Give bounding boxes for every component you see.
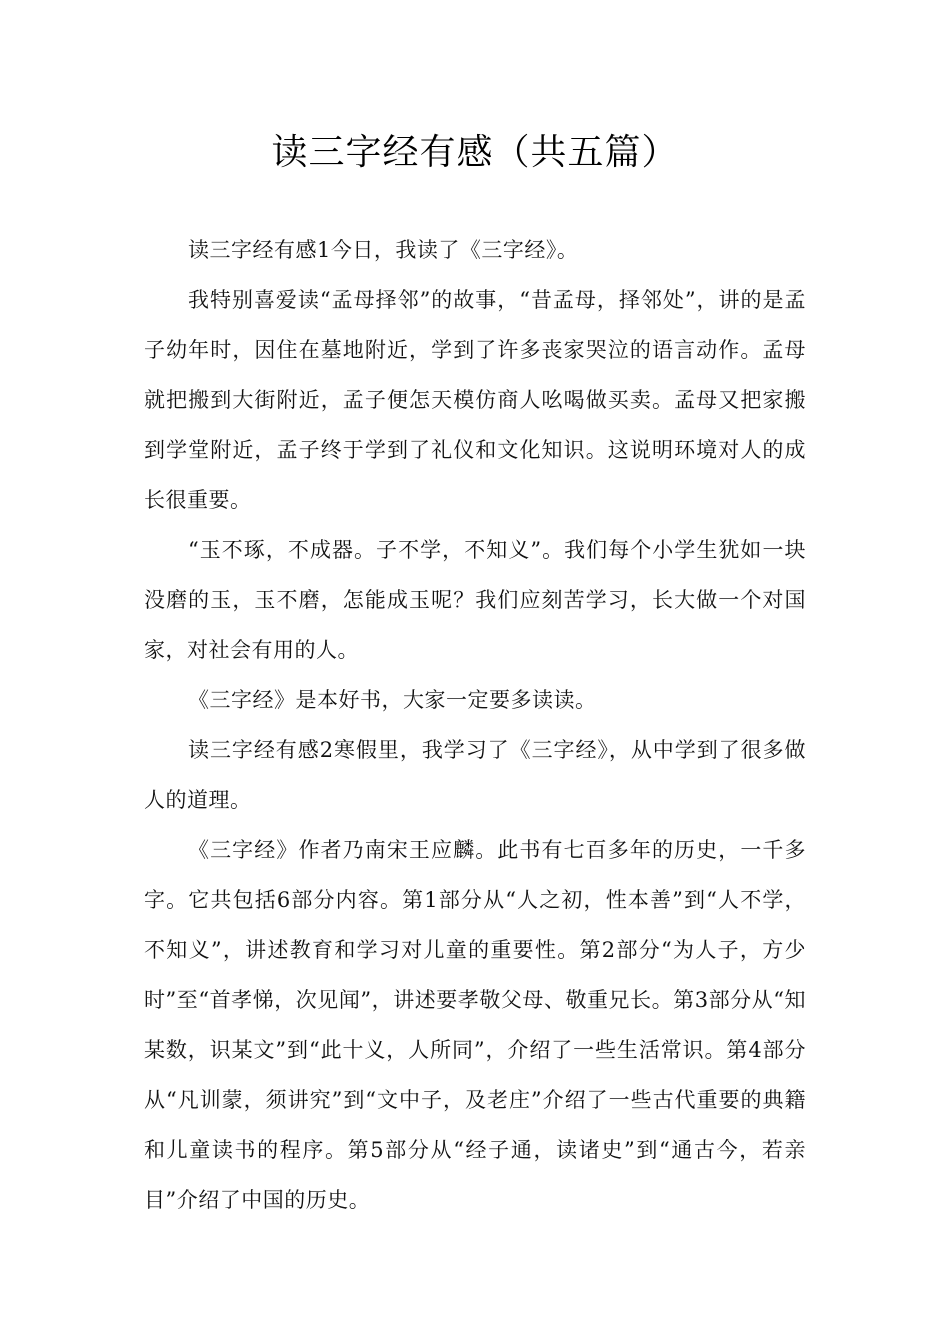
paragraph: 读三字经有感1今日，我读了《三字经》。 (188, 238, 579, 262)
paragraph: 《三字经》作者乃南宋王应麟。此书有七百多年的历史，一千多字。它共包括6部分内容。第1部分从“人之初，性本善”到“人不学，不知义”，讲述教育和学习对儿童的重要性。第2部分“为人子，方少时”至“首孝悌，次见闻”，讲述要孝敬父母、敬重兄长。第3部分从“知某数，识某文”到“此十义，人所同”，介绍了一些生活常识。第4部分从“凡训蒙，须讲究”到“文中子，及老庄”介绍了一些古代重要的典籍和儿童读书的程序。第5部分从“经子通，读诸史”到“通古今，若亲目”介绍了中国的历史。 (144, 838, 806, 1212)
paragraph: “玉不琢，不成器。子不学，不知义”。我们每个小学生犹如一块没磨的玉，玉不磨，怎能成玉呢？我们应刻苦学习，长大做一个对国家，对社会有用的人。 (144, 538, 806, 662)
paragraph: 《三字经》是本好书，大家一定要多读读。 (188, 688, 597, 712)
document-title: 读三字经有感（共五篇） (271, 132, 679, 173)
paragraph: 读三字经有感2寒假里，我学习了《三字经》，从中学到了很多做人的道理。 (144, 738, 806, 812)
document-body (144, 225, 806, 1225)
paragraph: 我特别喜爱读“孟母择邻”的故事，“昔孟母，择邻处”，讲的是孟子幼年时，因住在墓地附近，学到了许多丧家哭泣的语言动作。孟母就把搬到大街附近，孟子便怎天模仿商人吆喝做买卖。孟母又把家搬到学堂附近，孟子终于学到了礼仪和文化知识。这说明环境对人的成长很重要。 (144, 288, 806, 512)
